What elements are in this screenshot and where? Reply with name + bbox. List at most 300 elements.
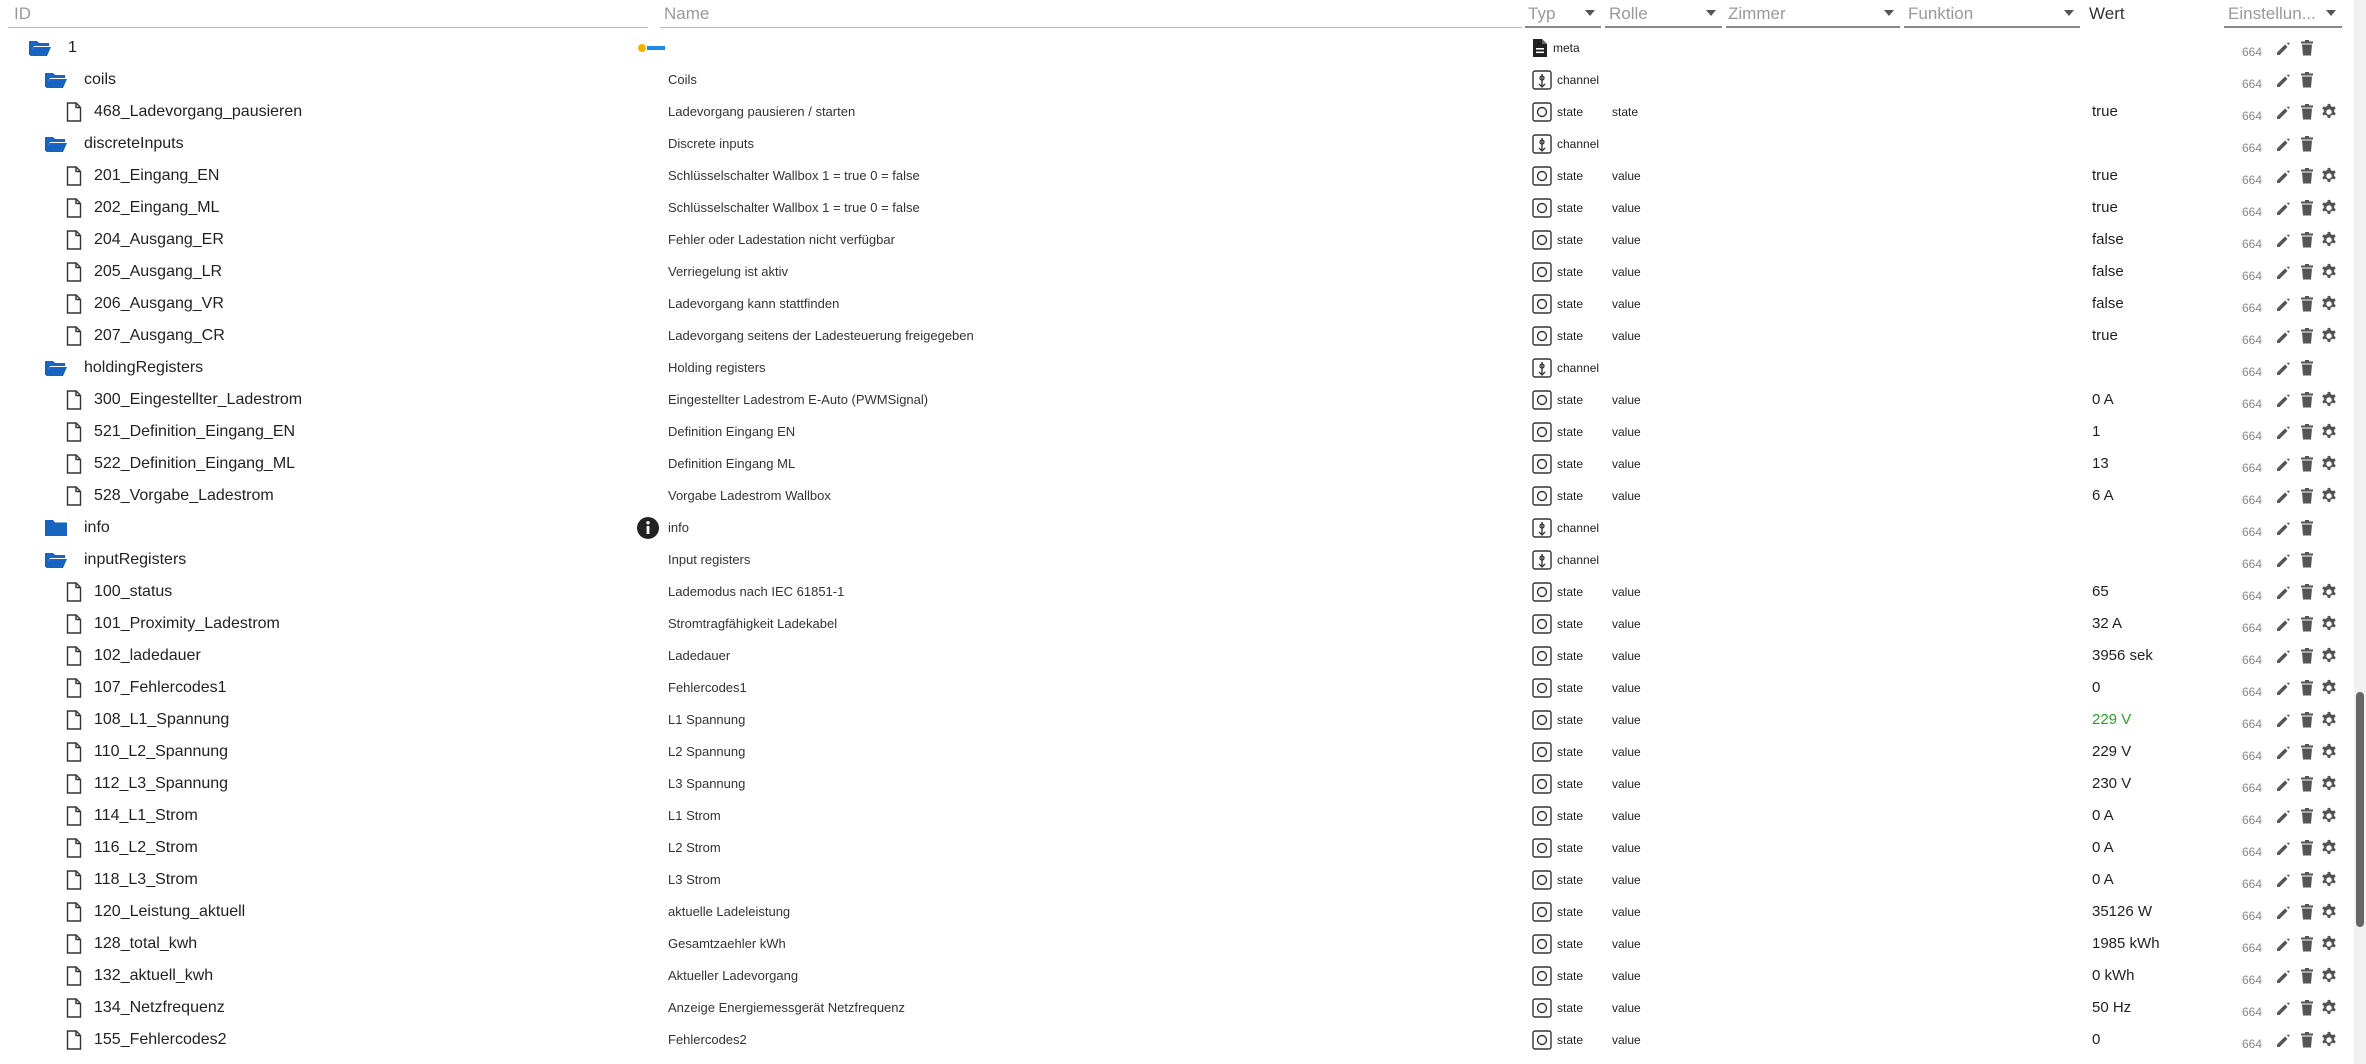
settings-gear-icon[interactable] (2320, 391, 2338, 409)
delete-icon[interactable] (2298, 263, 2316, 281)
info-icon (636, 512, 660, 544)
delete-icon[interactable] (2298, 423, 2316, 441)
row-id: 108_L1_Spannung (94, 711, 230, 728)
wert-header-label: Wert (2089, 4, 2125, 23)
file-icon (66, 870, 82, 890)
file-icon (66, 966, 82, 986)
delete-icon[interactable] (2298, 71, 2316, 89)
row-value[interactable]: true (2092, 199, 2118, 216)
row-id-cell[interactable] (66, 96, 302, 128)
row-id-cell[interactable] (44, 512, 110, 544)
delete-icon[interactable] (2298, 871, 2316, 889)
table-row[interactable] (0, 800, 2366, 832)
row-acl: 664 (2242, 909, 2263, 923)
delete-icon[interactable] (2298, 391, 2316, 409)
row-type (1532, 832, 1583, 864)
row-acl: 664 (2242, 109, 2263, 123)
row-id-cell[interactable] (66, 384, 302, 416)
delete-icon[interactable] (2298, 743, 2316, 761)
chevron-down-icon (1884, 10, 1894, 16)
row-value[interactable]: false (2092, 295, 2124, 312)
row-type (1532, 256, 1583, 288)
settings-gear-icon[interactable] (2320, 967, 2338, 985)
table-row[interactable] (0, 288, 2366, 320)
table-row[interactable] (0, 512, 2366, 544)
table-row[interactable] (0, 768, 2366, 800)
table-row[interactable] (0, 128, 2366, 160)
funktion-filter[interactable] (1904, 0, 2080, 32)
delete-icon[interactable] (2298, 199, 2316, 217)
row-type-label: state (1557, 841, 1584, 855)
settings-gear-icon[interactable] (2320, 103, 2338, 121)
table-row[interactable] (0, 992, 2366, 1024)
table-row[interactable] (0, 544, 2366, 576)
edit-icon[interactable] (2275, 775, 2293, 793)
delete-icon[interactable] (2298, 167, 2316, 185)
folder-open-icon[interactable] (28, 38, 52, 58)
state-type-icon (1532, 582, 1552, 602)
edit-icon[interactable] (2275, 263, 2293, 281)
table-row[interactable] (0, 448, 2366, 480)
edit-icon[interactable] (2275, 583, 2293, 601)
row-id-cell[interactable] (66, 960, 213, 992)
row-id-cell[interactable] (66, 800, 198, 832)
table-row[interactable] (0, 576, 2366, 608)
settings-gear-icon[interactable] (2320, 935, 2338, 953)
row-name: aktuelle Ladeleistung (668, 904, 791, 919)
row-type-label: state (1557, 585, 1584, 599)
settings-gear-icon[interactable] (2320, 839, 2338, 857)
settings-gear-icon[interactable] (2320, 327, 2338, 345)
row-value[interactable]: 0 A (2092, 839, 2114, 856)
edit-icon[interactable] (2275, 39, 2293, 57)
row-id-cell[interactable] (28, 32, 77, 64)
edit-icon[interactable] (2275, 999, 2293, 1017)
row-type (1532, 864, 1583, 896)
settings-gear-icon[interactable] (2320, 775, 2338, 793)
table-row[interactable] (0, 928, 2366, 960)
file-icon (66, 1030, 82, 1050)
delete-icon[interactable] (2298, 231, 2316, 249)
row-name: Verriegelung ist aktiv (668, 264, 788, 279)
row-id-cell[interactable] (66, 576, 172, 608)
name-filter[interactable] (660, 0, 1522, 32)
state-type-icon (1532, 422, 1552, 442)
edit-icon[interactable] (2275, 295, 2293, 313)
settings-gear-icon[interactable] (2320, 807, 2338, 825)
settings-gear-icon[interactable] (2320, 679, 2338, 697)
row-id-cell[interactable] (66, 992, 225, 1024)
row-type (1532, 704, 1583, 736)
edit-icon[interactable] (2275, 1031, 2293, 1049)
delete-icon[interactable] (2298, 615, 2316, 633)
row-type (1532, 768, 1583, 800)
table-row[interactable] (0, 352, 2366, 384)
row-id: 207_Ausgang_CR (94, 327, 225, 344)
edit-icon[interactable] (2275, 327, 2293, 345)
row-id-cell[interactable] (66, 480, 274, 512)
row-id-cell[interactable] (66, 672, 227, 704)
row-value[interactable]: true (2092, 103, 2118, 120)
delete-icon[interactable] (2298, 775, 2316, 793)
table-row[interactable] (0, 32, 2366, 64)
delete-icon[interactable] (2298, 359, 2316, 377)
delete-icon[interactable] (2298, 39, 2316, 57)
edit-icon[interactable] (2275, 135, 2293, 153)
settings-gear-icon[interactable] (2320, 167, 2338, 185)
row-id-cell[interactable] (66, 192, 219, 224)
settings-gear-icon[interactable] (2320, 871, 2338, 889)
row-type-label: state (1557, 201, 1584, 215)
row-name: Schlüsselschalter Wallbox 1 = true 0 = false (668, 200, 920, 215)
row-value[interactable]: false (2092, 263, 2124, 280)
row-id-cell[interactable] (66, 704, 229, 736)
einstellungen-filter[interactable] (2224, 0, 2342, 32)
table-row[interactable] (0, 736, 2366, 768)
chevron-down-icon (2326, 10, 2336, 16)
row-acl: 664 (2242, 1005, 2263, 1019)
row-acl: 664 (2242, 749, 2263, 763)
edit-icon[interactable] (2275, 359, 2293, 377)
row-value[interactable]: true (2092, 167, 2118, 184)
edit-icon[interactable] (2275, 423, 2293, 441)
edit-icon[interactable] (2275, 551, 2293, 569)
row-type-label: state (1557, 937, 1584, 951)
row-name: Lademodus nach IEC 61851-1 (668, 584, 845, 599)
table-row[interactable] (0, 704, 2366, 736)
folder-open-icon[interactable] (44, 550, 68, 570)
table-row[interactable] (0, 864, 2366, 896)
edit-icon[interactable] (2275, 455, 2293, 473)
row-value[interactable]: 32 A (2092, 615, 2123, 632)
row-acl: 664 (2242, 77, 2263, 91)
row-id-cell[interactable] (66, 768, 228, 800)
row-role: value (1612, 905, 1641, 919)
folder-open-icon[interactable] (44, 134, 68, 154)
row-value[interactable]: 0 A (2092, 391, 2114, 408)
row-value[interactable]: 1985 kWh (2092, 935, 2160, 952)
folder-open-icon[interactable] (44, 70, 68, 90)
row-value[interactable]: 13 (2092, 455, 2109, 472)
row-id: discreteInputs (84, 135, 184, 152)
row-name: Ladevorgang pausieren / starten (668, 104, 856, 119)
row-name: Fehler oder Ladestation nicht verfügbar (668, 232, 895, 247)
edit-icon[interactable] (2275, 519, 2293, 537)
settings-gear-icon[interactable] (2320, 199, 2338, 217)
edit-icon[interactable] (2275, 903, 2293, 921)
settings-gear-icon[interactable] (2320, 999, 2338, 1017)
edit-icon[interactable] (2275, 807, 2293, 825)
row-id-cell[interactable] (44, 128, 184, 160)
delete-icon[interactable] (2298, 839, 2316, 857)
settings-gear-icon[interactable] (2320, 455, 2338, 473)
state-type-icon (1532, 646, 1552, 666)
edit-icon[interactable] (2275, 743, 2293, 761)
row-type-label: state (1557, 777, 1584, 791)
edit-icon[interactable] (2275, 615, 2293, 633)
settings-gear-icon[interactable] (2320, 263, 2338, 281)
table-row[interactable] (0, 160, 2366, 192)
row-type-label: state (1557, 1033, 1584, 1047)
table-row[interactable] (0, 640, 2366, 672)
row-id-cell[interactable] (66, 256, 222, 288)
row-name: Eingestellter Ladestrom E-Auto (PWMSignal) (668, 392, 929, 407)
row-role: value (1612, 937, 1641, 951)
row-type (1532, 320, 1583, 352)
row-id: 201_Eingang_EN (94, 167, 220, 184)
delete-icon[interactable] (2298, 647, 2316, 665)
row-role: value (1612, 265, 1641, 279)
edit-icon[interactable] (2275, 871, 2293, 889)
row-type (1532, 992, 1583, 1024)
table-row[interactable] (0, 64, 2366, 96)
table-row[interactable] (0, 480, 2366, 512)
delete-icon[interactable] (2298, 455, 2316, 473)
delete-icon[interactable] (2298, 935, 2316, 953)
row-acl: 664 (2242, 1037, 2263, 1051)
row-acl: 664 (2242, 877, 2263, 891)
row-acl: 664 (2242, 333, 2263, 347)
row-type (1532, 128, 1599, 160)
row-acl: 664 (2242, 397, 2263, 411)
edit-icon[interactable] (2275, 199, 2293, 217)
row-type (1532, 576, 1583, 608)
state-type-icon (1532, 998, 1552, 1018)
row-type (1532, 288, 1583, 320)
settings-gear-icon[interactable] (2320, 615, 2338, 633)
row-value[interactable]: 0 A (2092, 871, 2114, 888)
row-acl: 664 (2242, 653, 2263, 667)
delete-icon[interactable] (2298, 967, 2316, 985)
row-id-cell[interactable] (66, 736, 228, 768)
row-type (1532, 416, 1583, 448)
file-icon (66, 710, 82, 730)
row-id-cell[interactable] (66, 416, 295, 448)
row-name: Aktueller Ladevorgang (668, 968, 799, 983)
table-row[interactable] (0, 1024, 2366, 1056)
edit-icon[interactable] (2275, 839, 2293, 857)
delete-icon[interactable] (2298, 327, 2316, 345)
row-id-cell[interactable] (66, 288, 224, 320)
row-id: holdingRegisters (84, 359, 204, 376)
delete-icon[interactable] (2298, 999, 2316, 1017)
einstellungen-filter-label: Einstellun... (2228, 4, 2316, 23)
row-id: 528_Vorgabe_Ladestrom (94, 487, 274, 504)
edit-icon[interactable] (2275, 391, 2293, 409)
delete-icon[interactable] (2298, 903, 2316, 921)
delete-icon[interactable] (2298, 135, 2316, 153)
row-role: value (1612, 969, 1641, 983)
delete-icon[interactable] (2298, 679, 2316, 697)
row-acl: 664 (2242, 429, 2263, 443)
row-name: L3 Strom (668, 872, 721, 887)
delete-icon[interactable] (2298, 807, 2316, 825)
table-row[interactable] (0, 960, 2366, 992)
row-value[interactable]: 0 (2092, 1031, 2101, 1048)
row-value[interactable]: 65 (2092, 583, 2109, 600)
table-row[interactable] (0, 320, 2366, 352)
row-acl: 664 (2242, 301, 2263, 315)
settings-gear-icon[interactable] (2320, 583, 2338, 601)
row-role: value (1612, 233, 1641, 247)
row-value[interactable]: 50 Hz (2092, 999, 2132, 1016)
state-type-icon (1532, 806, 1552, 826)
edit-icon[interactable] (2275, 487, 2293, 505)
vertical-scrollbar-thumb[interactable] (2356, 692, 2364, 927)
row-id-cell[interactable] (44, 352, 203, 384)
folder-closed-icon[interactable] (44, 518, 68, 538)
funktion-filter-label: Funktion (1908, 4, 1974, 23)
row-value[interactable]: 230 V (2092, 775, 2132, 792)
row-role: value (1612, 169, 1641, 183)
table-row[interactable] (0, 896, 2366, 928)
settings-gear-icon[interactable] (2320, 295, 2338, 313)
state-type-icon (1532, 294, 1552, 314)
file-icon (66, 166, 82, 186)
row-value[interactable]: 0 kWh (2092, 967, 2135, 984)
row-role: value (1612, 1001, 1641, 1015)
delete-icon[interactable] (2298, 103, 2316, 121)
row-role: value (1612, 201, 1641, 215)
row-id-cell[interactable] (66, 224, 224, 256)
id-filter-placeholder: ID (14, 4, 31, 23)
row-value[interactable]: false (2092, 231, 2124, 248)
edit-icon[interactable] (2275, 935, 2293, 953)
settings-gear-icon[interactable] (2320, 743, 2338, 761)
row-role: value (1612, 1033, 1641, 1047)
row-id: 116_L2_Strom (94, 839, 198, 856)
row-acl: 664 (2242, 365, 2263, 379)
row-value[interactable]: true (2092, 327, 2118, 344)
channel-type-icon (1532, 518, 1552, 538)
row-id-cell[interactable] (66, 928, 197, 960)
row-id-cell[interactable] (66, 832, 198, 864)
row-name: Ladevorgang kann stattfinden (668, 296, 840, 311)
settings-gear-icon[interactable] (2320, 487, 2338, 505)
edit-icon[interactable] (2275, 167, 2293, 185)
row-value[interactable]: 0 (2092, 679, 2101, 696)
table-row[interactable] (0, 224, 2366, 256)
row-value[interactable]: 3956 sek (2092, 647, 2153, 664)
edit-icon[interactable] (2275, 103, 2293, 121)
edit-icon[interactable] (2275, 71, 2293, 89)
row-id-cell[interactable] (66, 608, 280, 640)
row-type-label: state (1557, 1001, 1584, 1015)
row-id: 202_Eingang_ML (94, 199, 220, 216)
delete-icon[interactable] (2298, 583, 2316, 601)
row-id: 1 (68, 39, 77, 56)
file-icon (66, 422, 82, 442)
edit-icon[interactable] (2275, 647, 2293, 665)
typ-filter[interactable] (1525, 0, 1601, 32)
row-name: Anzeige Energiemessgerät Netzfrequenz (668, 1000, 906, 1015)
delete-icon[interactable] (2298, 295, 2316, 313)
row-id-cell[interactable] (66, 448, 295, 480)
delete-icon[interactable] (2298, 1031, 2316, 1049)
row-id-cell[interactable] (66, 320, 225, 352)
table-row[interactable] (0, 384, 2366, 416)
row-name: Fehlercodes2 (668, 1032, 747, 1047)
folder-open-icon[interactable] (44, 358, 68, 378)
settings-gear-icon[interactable] (2320, 423, 2338, 441)
edit-icon[interactable] (2275, 711, 2293, 729)
file-icon (66, 582, 82, 602)
file-icon (66, 230, 82, 250)
edit-icon[interactable] (2275, 231, 2293, 249)
row-type-label: state (1557, 105, 1584, 119)
edit-icon[interactable] (2275, 967, 2293, 985)
row-value[interactable]: 229 V (2092, 711, 2132, 728)
table-row[interactable] (0, 256, 2366, 288)
settings-gear-icon[interactable] (2320, 711, 2338, 729)
row-id-cell[interactable] (66, 1024, 227, 1056)
row-name: Gesamtzaehler kWh (668, 936, 786, 951)
row-value[interactable]: 229 V (2092, 743, 2132, 760)
row-role: value (1612, 777, 1641, 791)
row-id-cell[interactable] (66, 896, 245, 928)
delete-icon[interactable] (2298, 551, 2316, 569)
state-type-icon (1532, 102, 1552, 122)
rolle-filter[interactable] (1605, 0, 1722, 32)
row-type (1532, 32, 1580, 64)
settings-gear-icon[interactable] (2320, 1031, 2338, 1049)
row-role: value (1612, 585, 1641, 599)
table-row[interactable] (0, 96, 2366, 128)
row-value[interactable]: 6 A (2092, 487, 2114, 504)
row-role: value (1612, 681, 1641, 695)
row-type (1532, 96, 1583, 128)
table-row[interactable] (0, 192, 2366, 224)
row-acl: 664 (2242, 461, 2263, 475)
row-type (1532, 736, 1583, 768)
row-type (1532, 640, 1583, 672)
row-id-cell[interactable] (44, 64, 116, 96)
file-icon (66, 806, 82, 826)
edit-icon[interactable] (2275, 679, 2293, 697)
row-acl: 664 (2242, 557, 2263, 571)
file-icon (66, 838, 82, 858)
state-type-icon (1532, 454, 1552, 474)
settings-gear-icon[interactable] (2320, 647, 2338, 665)
settings-gear-icon[interactable] (2320, 903, 2338, 921)
table-row[interactable] (0, 416, 2366, 448)
row-id-cell[interactable] (66, 160, 219, 192)
table-row[interactable] (0, 608, 2366, 640)
row-name: Holding registers (668, 360, 766, 375)
delete-icon[interactable] (2298, 711, 2316, 729)
row-role: value (1612, 329, 1641, 343)
table-row[interactable] (0, 832, 2366, 864)
row-id-cell[interactable] (66, 640, 201, 672)
row-type (1532, 896, 1583, 928)
row-value[interactable]: 0 A (2092, 807, 2114, 824)
settings-gear-icon[interactable] (2320, 231, 2338, 249)
delete-icon[interactable] (2298, 519, 2316, 537)
row-value[interactable]: 35126 W (2092, 903, 2153, 920)
row-type (1532, 512, 1599, 544)
zimmer-filter[interactable] (1726, 0, 1900, 32)
delete-icon[interactable] (2298, 487, 2316, 505)
row-name: L3 Spannung (668, 776, 746, 791)
row-id-cell[interactable] (44, 544, 186, 576)
row-id: 101_Proximity_Ladestrom (94, 615, 280, 632)
row-id-cell[interactable] (66, 864, 198, 896)
table-row[interactable] (0, 672, 2366, 704)
row-type-label: channel (1557, 137, 1600, 151)
row-value[interactable]: 1 (2092, 423, 2101, 440)
id-filter[interactable] (8, 0, 648, 32)
row-name: info (668, 520, 689, 535)
